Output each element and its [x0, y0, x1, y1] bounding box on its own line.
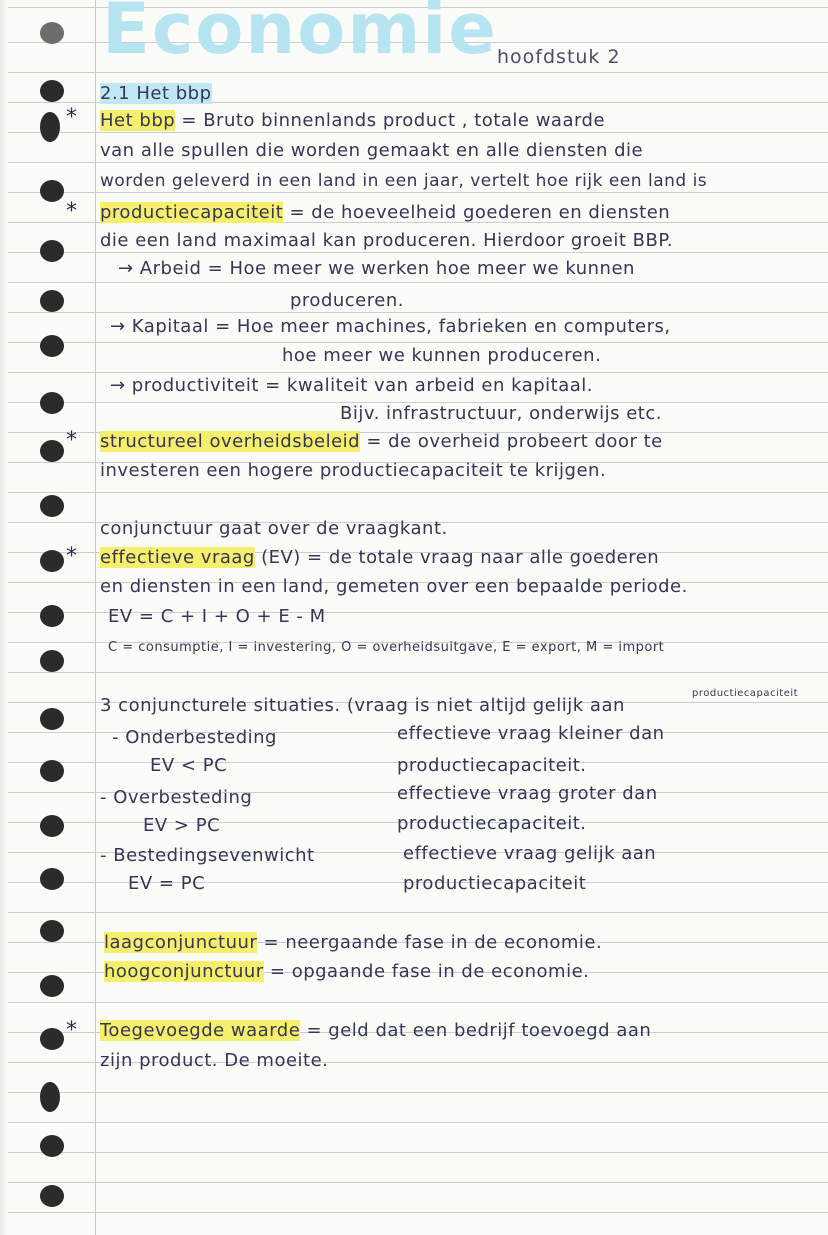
punch-hole	[40, 1082, 60, 1112]
situation-desc: effectieve vraag gelijk aan	[403, 843, 657, 864]
margin-line	[95, 0, 96, 1235]
note-line: → Arbeid = Hoe meer we werken hoe meer we kunnen	[118, 258, 635, 279]
punch-hole	[40, 605, 64, 627]
situation-desc: productiecapaciteit.	[397, 755, 587, 776]
paper-edge	[0, 0, 8, 1235]
note-text: = Bruto binnenlands product , totale waarde	[175, 110, 606, 131]
punch-hole	[40, 550, 64, 572]
formula-legend: C = consumptie, I = investering, O = overheidsuitgave, E = export, M = import	[108, 640, 665, 655]
punch-hole	[40, 495, 64, 517]
note-line	[100, 547, 659, 569]
note-line: hoe meer we kunnen produceren.	[282, 345, 602, 366]
page-title: Economie	[102, 0, 498, 70]
punch-hole	[40, 1185, 64, 1207]
punch-hole	[40, 1135, 64, 1157]
note-text: = de hoeveelheid goederen en diensten	[283, 202, 671, 223]
note-line: → productiviteit = kwaliteit van arbeid en kapitaal.	[110, 375, 593, 396]
punch-hole	[40, 650, 64, 672]
term-effectieve-vraag: effectieve vraag	[100, 547, 255, 568]
situation-desc: effectieve vraag kleiner dan	[397, 723, 665, 744]
situation-desc: effectieve vraag groter dan	[397, 783, 658, 804]
punch-hole	[40, 440, 64, 462]
note-text: = opgaande fase in de economie.	[263, 961, 590, 982]
note-line	[104, 932, 602, 954]
punch-hole	[40, 290, 64, 312]
note-line: zijn product. De moeite.	[100, 1050, 329, 1071]
note-line: → Kapitaal = Hoe meer machines, fabrieken en computers,	[110, 316, 671, 337]
note-line	[100, 110, 605, 132]
punch-hole	[40, 868, 64, 890]
star-marker: *	[66, 1018, 77, 1043]
situation-label: - Onderbesteding	[112, 727, 277, 748]
term-hoogconjunctuur: hoogconjunctuur	[104, 961, 264, 982]
note-text: (EV) = de totale vraag naar alle goederen	[254, 547, 660, 568]
star-marker: *	[66, 428, 77, 453]
situation-desc: productiecapaciteit	[403, 873, 587, 894]
situation-label: - Overbesteding	[100, 787, 253, 808]
term-productiecapaciteit: productiecapaciteit	[100, 202, 284, 223]
star-marker: *	[66, 105, 77, 130]
note-text: = neergaande fase in de economie.	[257, 932, 603, 953]
section-heading-text: 2.1 Het bbp	[100, 83, 212, 104]
star-marker: *	[66, 544, 77, 569]
situation-formula: EV < PC	[150, 755, 228, 776]
note-line: van alle spullen die worden gemaakt en alle diensten die	[100, 140, 644, 161]
punch-hole	[40, 80, 64, 102]
punch-hole	[40, 335, 64, 357]
situation-formula: EV > PC	[143, 815, 221, 836]
punch-hole	[40, 180, 64, 202]
punch-hole	[40, 1028, 64, 1050]
note-line: Bijv. infrastructuur, onderwijs etc.	[340, 403, 662, 424]
note-line	[100, 431, 663, 453]
term-structureel-overheidsbeleid: structureel overheidsbeleid	[100, 431, 361, 452]
note-line: die een land maximaal kan produceren. Hierdoor groeit BBP.	[100, 230, 674, 251]
situation-label: - Bestedingsevenwicht	[100, 845, 315, 866]
note-line	[104, 961, 589, 983]
formula: EV = C + I + O + E - M	[108, 606, 326, 627]
punch-hole	[40, 392, 64, 414]
punch-hole	[40, 975, 64, 997]
note-annotation: productiecapaciteit	[692, 688, 799, 699]
punch-hole	[40, 708, 64, 730]
chapter-label: hoofdstuk 2	[497, 46, 621, 68]
term-bbp: Het bbp	[100, 110, 176, 131]
punch-hole	[40, 815, 64, 837]
term-toegevoegde-waarde: Toegevoegde waarde	[100, 1020, 301, 1041]
note-text: = geld dat een bedrijf toevoegd aan	[300, 1020, 652, 1041]
situation-formula: EV = PC	[128, 873, 206, 894]
note-line: worden geleverd in een land in een jaar, vertelt hoe rijk een land is	[100, 171, 708, 191]
star-marker: *	[66, 199, 77, 224]
punch-hole	[40, 760, 64, 782]
note-line: investeren een hogere productiecapaciteit te krijgen.	[100, 460, 607, 481]
note-line: produceren.	[290, 290, 404, 311]
note-line	[100, 1020, 651, 1042]
punch-hole	[40, 920, 64, 942]
note-line	[100, 202, 670, 224]
section-heading	[100, 83, 212, 105]
term-laagconjunctuur: laagconjunctuur	[104, 932, 258, 953]
punch-hole	[40, 240, 64, 262]
punch-hole	[40, 22, 64, 44]
note-line: en diensten in een land, gemeten over een bepaalde periode.	[100, 576, 688, 597]
situation-desc: productiecapaciteit.	[397, 813, 587, 834]
note-text: = de overheid probeert door te	[360, 431, 663, 452]
note-line: 3 conjuncturele situaties. (vraag is niet altijd gelijk aan	[100, 695, 625, 716]
punch-hole	[40, 112, 60, 142]
note-line: conjunctuur gaat over de vraagkant.	[100, 518, 448, 539]
